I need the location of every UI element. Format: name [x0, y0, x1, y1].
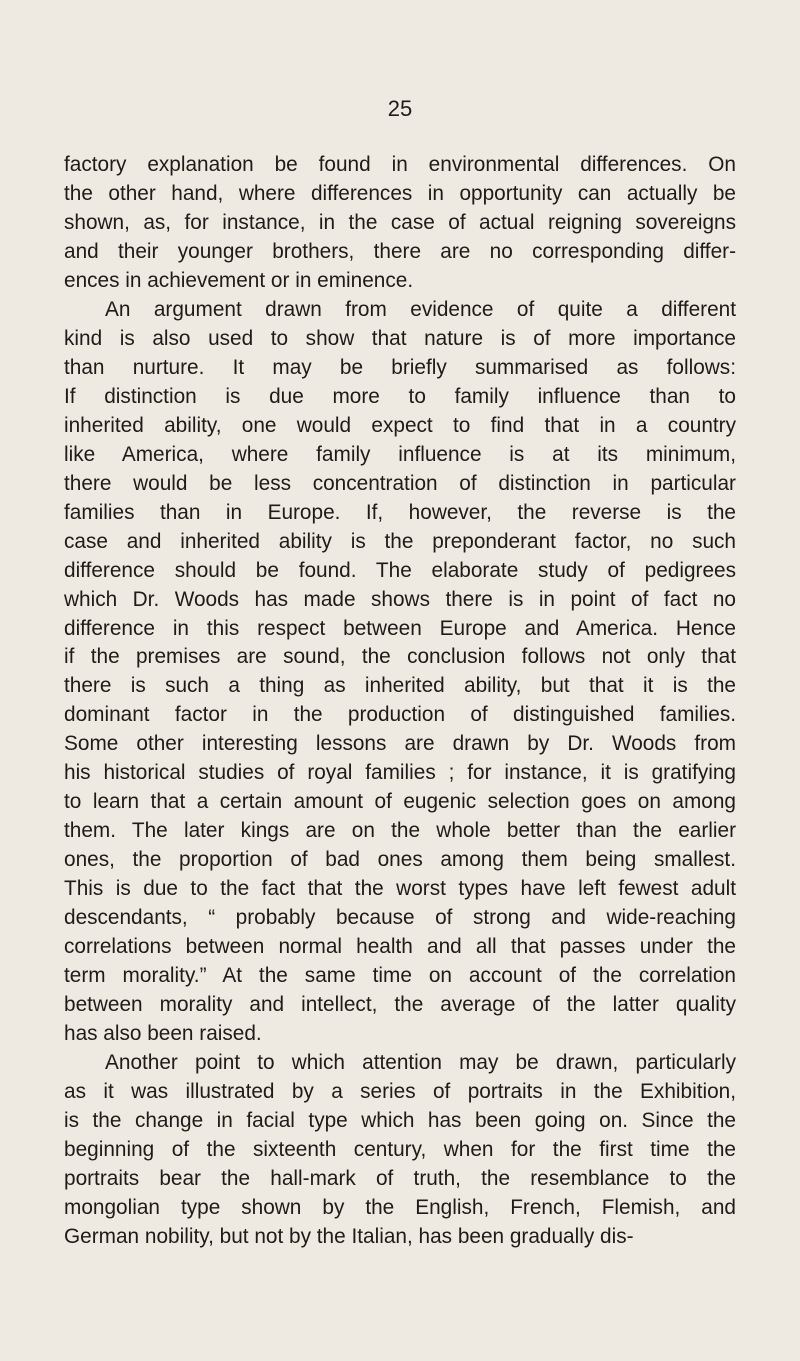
text-line: This is due to the fact that the worst types have left fewest adult: [64, 877, 736, 901]
text-line: descendants, “ probably because of strong and wide-reaching: [64, 906, 736, 930]
text-line: portraits bear the hall-mark of truth, the resemblance to the: [64, 1166, 736, 1190]
text-line: families than in Europe. If, however, the reverse is the: [64, 500, 736, 524]
text-line: ones, the proportion of bad ones among them being smallest.: [64, 848, 736, 872]
text-line: German nobility, but not by the Italian, has been gradually dis-: [64, 1224, 634, 1248]
text-line: has also been raised.: [64, 1022, 262, 1046]
text-line: difference should be found. The elaborate study of pedigrees: [64, 558, 736, 582]
text-line: difference in this respect between Europe and America. Hence: [64, 616, 736, 640]
text-line: An argument drawn from evidence of quite a different: [105, 297, 736, 321]
text-line: dominant factor in the production of distinguished families.: [64, 703, 736, 727]
paragraph: [64, 296, 736, 1049]
text-line: than nurture. It may be briefly summarised as follows:: [64, 355, 736, 379]
text-line: to learn that a certain amount of eugenic selection goes on among: [64, 790, 736, 814]
text-line: is the change in facial type which has been going on. Since the: [64, 1108, 736, 1132]
text-line: between morality and intellect, the average of the latter quality: [64, 993, 736, 1017]
text-line: his historical studies of royal families ; for instance, it is gratifying: [64, 761, 736, 785]
text-line: factory explanation be found in environmental differences. On: [64, 153, 736, 176]
text-line: inherited ability, one would expect to find that in a country: [64, 413, 736, 437]
text-line: Some other interesting lessons are drawn by Dr. Woods from: [64, 732, 736, 756]
text-line: them. The later kings are on the whole better than the earlier: [64, 819, 736, 843]
text-line: as it was illustrated by a series of portraits in the Exhibition,: [64, 1080, 736, 1103]
text-line: and their younger brothers, there are no corresponding differ-: [64, 239, 736, 263]
text-line: If distinction is due more to family influence than to: [64, 384, 736, 408]
paragraph: [64, 1049, 736, 1252]
text-line: there would be less concentration of distinction in particular: [64, 471, 736, 495]
text-line: mongolian type shown by the English, French, Flemish, and: [64, 1195, 736, 1219]
page-number: 25: [387, 96, 413, 121]
text-line: beginning of the sixteenth century, when for the first time the: [64, 1137, 736, 1161]
text-line: the other hand, where differences in opportunity can actually be: [64, 181, 736, 205]
text-line: kind is also used to show that nature is of more importance: [64, 326, 736, 350]
body-text: [64, 151, 736, 1252]
paragraph: [64, 151, 736, 296]
text-line: ences in achievement or in eminence.: [64, 268, 414, 292]
text-line: like America, where family influence is at its minimum,: [64, 442, 736, 466]
text-line: shown, as, for instance, in the case of actual reigning sovereigns: [64, 210, 736, 234]
text-line: case and inherited ability is the preponderant factor, no such: [64, 529, 736, 553]
text-line: term morality.” At the same time on account of the correlation: [64, 964, 736, 988]
text-line: Another point to which attention may be drawn, particularly: [105, 1051, 736, 1075]
text-line: correlations between normal health and all that passes under the: [64, 935, 736, 959]
text-line: which Dr. Woods has made shows there is in point of fact no: [64, 587, 736, 611]
text-line: if the premises are sound, the conclusion follows not only that: [64, 645, 736, 669]
text-line: there is such a thing as inherited ability, but that it is the: [64, 674, 736, 698]
